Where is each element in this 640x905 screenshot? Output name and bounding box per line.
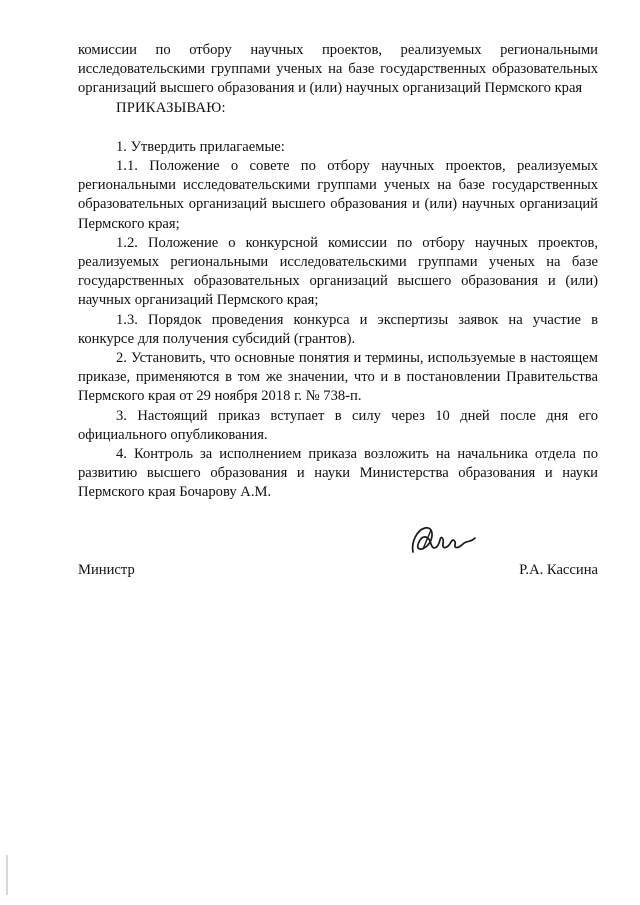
item-1-2: 1.2. Положение о конкурсной комиссии по отбору научных проектов, реализуемых региональными исследовательскими группами ученых на базе государственных образовательных организаций высшего образования и (или) научных организаций Пермского края;	[78, 234, 598, 309]
signature-title: Министр	[78, 562, 135, 578]
signature-stroke	[413, 528, 475, 552]
signature-row	[78, 562, 598, 586]
intro-paragraph: комиссии по отбору научных проектов, реализуемых региональными исследовательскими группами ученых на базе государственных образовательных организаций высшего образования и (или) научных организаций Пермского края	[78, 42, 598, 97]
item-1-1: 1.1. Положение о совете по отбору научных проектов, реализуемых региональными исследовательскими группами ученых на базе государственных образовательных организаций высшего образования и (или) научных организаций Пермского края;	[78, 158, 598, 232]
order-word: ПРИКАЗЫВАЮ:	[116, 99, 226, 116]
item-4: 4. Контроль за исполнением приказа возложить на начальника отдела по развитию высшего образования и науки Министерства образования и науки Пермского края Бочарову А.М.	[78, 446, 598, 501]
item-2: 2. Установить, что основные понятия и термины, используемые в настоящем приказе, применяются в том же значении, что и в постановлении Правительства Пермского края от 29 ноября 2018 г. № 738-п.	[78, 350, 598, 405]
scan-edge-mark	[6, 855, 8, 895]
item-3: 3. Настоящий приказ вступает в силу через 10 дней после дня его официального опубликования.	[78, 407, 598, 443]
signature-name: Р.А. Кассина	[519, 562, 598, 578]
document-body	[78, 41, 598, 503]
item-1-3: 1.3. Порядок проведения конкурса и экспертизы заявок на участие в конкурсе для получения субсидий (грантов).	[78, 311, 598, 347]
handwritten-signature	[405, 520, 485, 562]
item-1: 1. Утвердить прилагаемые:	[116, 138, 285, 155]
